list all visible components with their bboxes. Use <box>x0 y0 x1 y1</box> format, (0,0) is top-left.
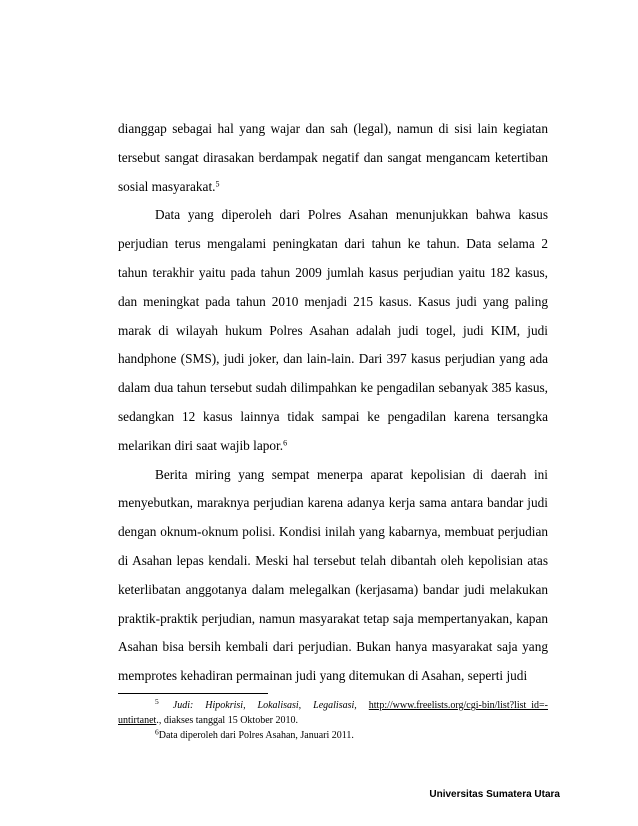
footnote-6-number: 6 <box>155 727 159 737</box>
paragraph-2-text: Data yang diperoleh dari Polres Asahan menunjukkan bahwa kasus perjudian terus mengalami peningkatan dari tahun ke tahun. Data selama 2 tahun terakhir yaitu pada tahun 2009 jumlah kasus perjudian yaitu 182 kasus, dan meningkat pada tahun 2010 menjadi 215 kasus. Kasus judi yang paling marak di wilayah hukum Polres Asahan adalah judi togel, judi KIM, judi handphone (SMS), judi joker, dan lain-lain. Dari 397 kasus perjudian yang ada dalam dua tahun tersebut sudah dilimpahkan ke pengadilan sebanyak 385 kasus, sedangkan 12 kasus lainnya tidak sampai ke pengadilan karena tersangka melarikan diri saat wajib lapor. <box>118 207 548 453</box>
footnote-separator <box>118 693 268 694</box>
footnote-6 <box>118 728 548 743</box>
paragraph-1-text: dianggap sebagai hal yang wajar dan sah (legal), namun di sisi lain kegiatan tersebut sangat dirasakan berdampak negatif dan sangat mengancam ketertiban sosial masyarakat. <box>118 121 548 194</box>
paragraph-3-text: Berita miring yang sempat menerpa aparat kepolisian di daerah ini menyebutkan, maraknya perjudian karena adanya kerja sama antara bandar judi dengan oknum-oknum polisi. Kondisi inilah yang kabarnya, membuat perjudian di Asahan lepas kendali. Meski hal tersebut telah dibantah oleh kepolisian atas keterlibatan anggotanya dalam melegalkan (kerjasama) bandar judi melakukan praktik-praktik perjudian, namun masyarakat tetap saja mempertanyakan, kapan Asahan bisa bersih kembali dari perjudian. Bukan hanya masyarakat saja yang memprotes kehadiran permainan judi yang ditemukan di Asahan, seperti judi <box>118 466 548 684</box>
footnote-5-link[interactable]: http://www.freelists.org/cgi-bin/list?list_id=-untirtanet <box>118 700 549 726</box>
paragraph-3 <box>118 461 548 691</box>
footnote-5-rest: ., diakses tanggal 15 Oktober 2010. <box>156 715 298 726</box>
footnote-ref-6[interactable]: 6 <box>283 438 288 448</box>
footnote-6-text: Data diperoleh dari Polres Asahan, Januari 2011. <box>158 730 354 741</box>
paragraph-2 <box>118 201 548 460</box>
footnote-5-number: 5 <box>155 697 159 707</box>
footnote-ref-5[interactable]: 5 <box>215 179 220 189</box>
body-text <box>118 115 548 691</box>
university-footer: Universitas Sumatera Utara <box>429 789 560 800</box>
footnote-5 <box>118 698 548 728</box>
paragraph-1 <box>118 115 548 201</box>
footnote-5-title: Judi: Hipokrisi, Lokalisasi, Legalisasi, <box>172 700 357 711</box>
footnotes <box>118 698 548 743</box>
